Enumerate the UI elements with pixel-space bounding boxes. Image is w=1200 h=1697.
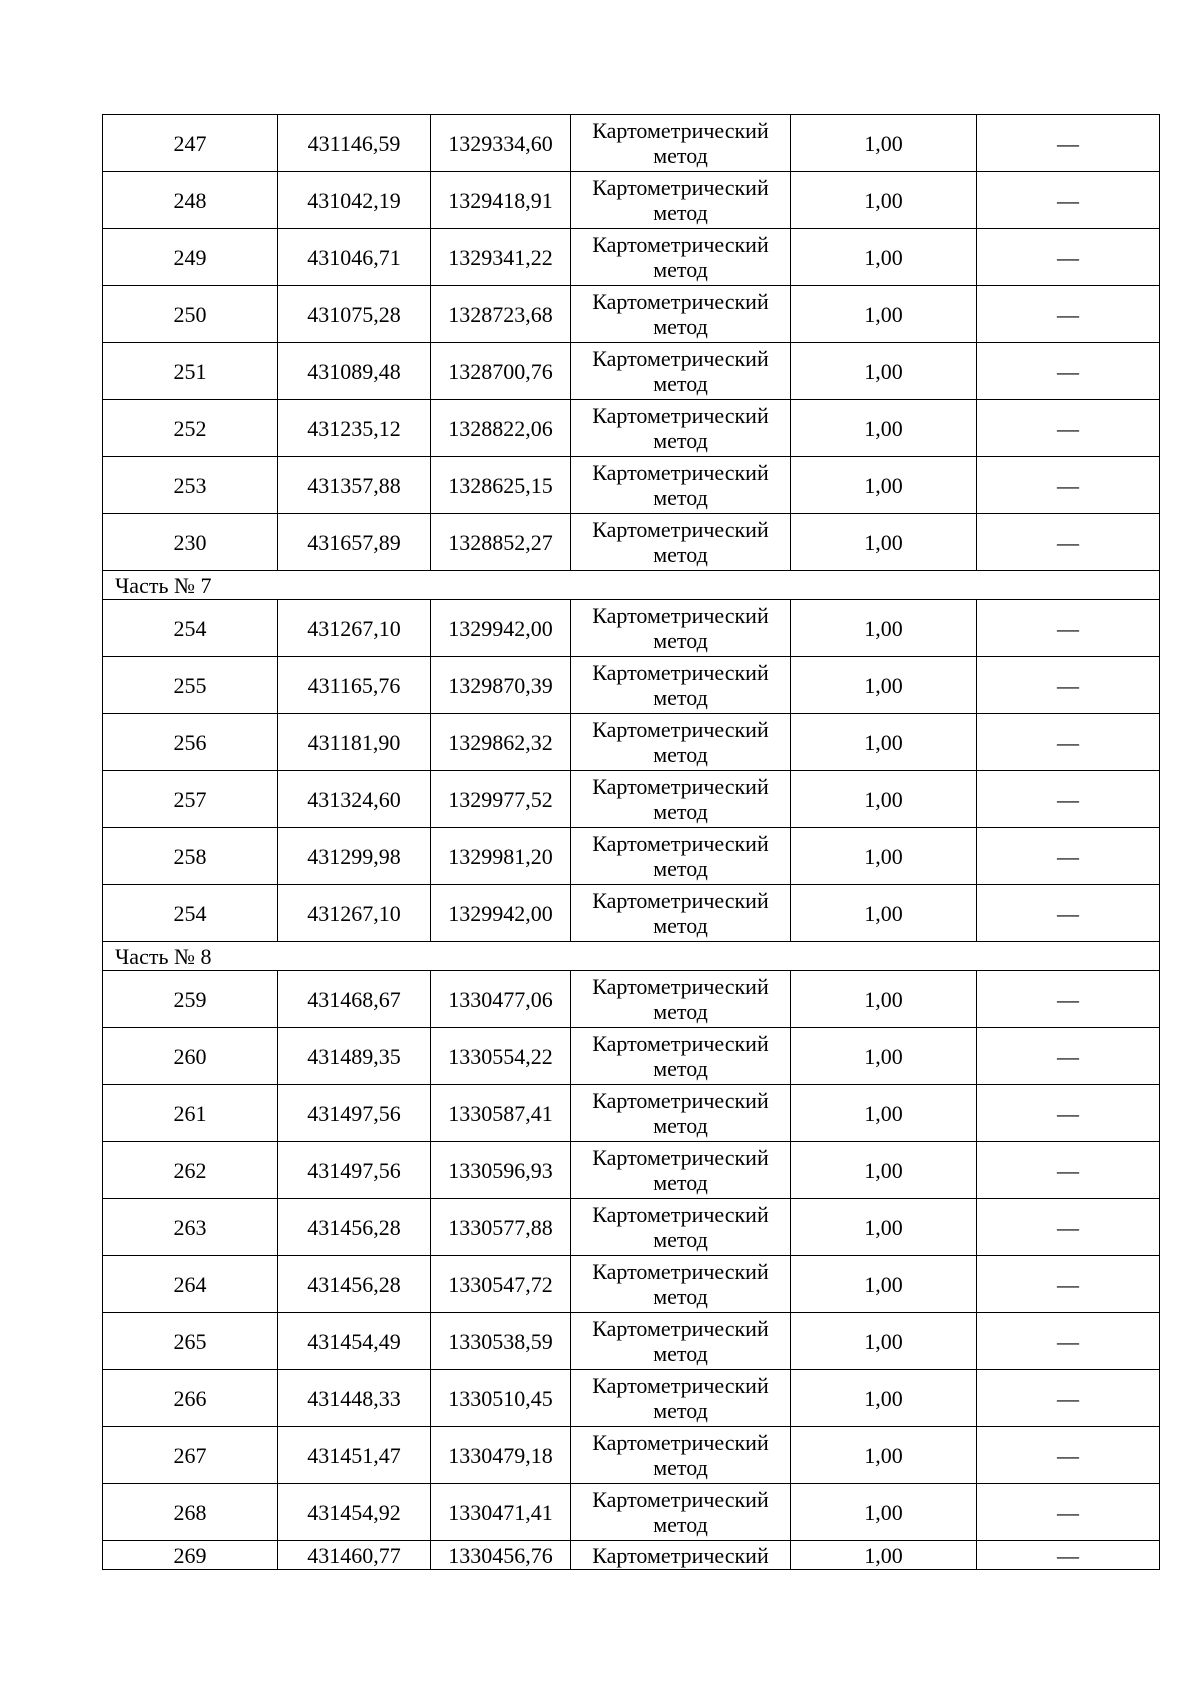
method-cell xyxy=(571,1370,791,1427)
accuracy-cell: 1,00 xyxy=(791,885,977,942)
method-line-2: метод xyxy=(653,1455,708,1480)
point-number-cell: 268 xyxy=(103,1484,278,1541)
method-line-1: Картометрический xyxy=(592,1542,769,1568)
point-number-cell: 252 xyxy=(103,400,278,457)
method-cell xyxy=(571,1427,791,1484)
coord-y-cell: 1330456,76 xyxy=(431,1541,571,1570)
method-line-1: Картометрический xyxy=(592,403,769,428)
coord-x-cell: 431046,71 xyxy=(278,229,431,286)
note-cell: — xyxy=(977,1256,1160,1313)
point-number-cell: 253 xyxy=(103,457,278,514)
coord-y-cell: 1329418,91 xyxy=(431,172,571,229)
point-number-cell: 267 xyxy=(103,1427,278,1484)
note-cell: — xyxy=(977,1028,1160,1085)
accuracy-cell: 1,00 xyxy=(791,714,977,771)
table-row xyxy=(103,115,1160,172)
table-row xyxy=(103,286,1160,343)
table-row xyxy=(103,1541,1160,1570)
point-number-cell: 255 xyxy=(103,657,278,714)
coord-y-cell: 1330477,06 xyxy=(431,971,571,1028)
note-cell: — xyxy=(977,600,1160,657)
method-line-1: Картометрический xyxy=(592,232,769,257)
table-row xyxy=(103,885,1160,942)
method-line-2: метод xyxy=(653,1284,708,1309)
coord-y-cell: 1330554,22 xyxy=(431,1028,571,1085)
coord-y-cell: 1329870,39 xyxy=(431,657,571,714)
coord-y-cell: 1328625,15 xyxy=(431,457,571,514)
coord-x-cell: 431181,90 xyxy=(278,714,431,771)
coord-x-cell: 431489,35 xyxy=(278,1028,431,1085)
point-number-cell: 258 xyxy=(103,828,278,885)
method-line-2: метод xyxy=(653,742,708,767)
note-cell: — xyxy=(977,1199,1160,1256)
accuracy-cell: 1,00 xyxy=(791,971,977,1028)
accuracy-cell: 1,00 xyxy=(791,1541,977,1570)
table-row xyxy=(103,1142,1160,1199)
coord-y-cell: 1330596,93 xyxy=(431,1142,571,1199)
table-row xyxy=(103,1370,1160,1427)
method-line-2: метод xyxy=(653,143,708,168)
coord-y-cell: 1328700,76 xyxy=(431,343,571,400)
note-cell: — xyxy=(977,343,1160,400)
method-line-1: Картометрический xyxy=(592,660,769,685)
coord-x-cell: 431456,28 xyxy=(278,1199,431,1256)
coord-x-cell: 431456,28 xyxy=(278,1256,431,1313)
coord-y-cell: 1330587,41 xyxy=(431,1085,571,1142)
method-line-1: Картометрический xyxy=(592,1202,769,1227)
table-row xyxy=(103,971,1160,1028)
table-row xyxy=(103,1313,1160,1370)
table-row xyxy=(103,771,1160,828)
method-cell xyxy=(571,971,791,1028)
method-cell xyxy=(571,657,791,714)
note-cell: — xyxy=(977,1142,1160,1199)
note-cell: — xyxy=(977,657,1160,714)
accuracy-cell: 1,00 xyxy=(791,1028,977,1085)
method-line-2: метод xyxy=(653,200,708,225)
coord-x-cell: 431267,10 xyxy=(278,600,431,657)
coord-x-cell: 431460,77 xyxy=(278,1541,431,1570)
coord-x-cell: 431497,56 xyxy=(278,1142,431,1199)
table-row xyxy=(103,457,1160,514)
method-cell xyxy=(571,1256,791,1313)
method-cell xyxy=(571,828,791,885)
coord-x-cell: 431075,28 xyxy=(278,286,431,343)
note-cell: — xyxy=(977,1541,1160,1570)
table-row xyxy=(103,1085,1160,1142)
accuracy-cell: 1,00 xyxy=(791,1484,977,1541)
method-cell xyxy=(571,229,791,286)
table-row xyxy=(103,600,1160,657)
coord-x-cell: 431468,67 xyxy=(278,971,431,1028)
method-cell xyxy=(571,343,791,400)
table-row xyxy=(103,1427,1160,1484)
method-line-2: метод xyxy=(653,314,708,339)
note-cell: — xyxy=(977,828,1160,885)
method-line-2: метод xyxy=(653,685,708,710)
point-number-cell: 265 xyxy=(103,1313,278,1370)
method-line-1: Картометрический xyxy=(592,1430,769,1455)
method-line-2: метод xyxy=(653,485,708,510)
coord-x-cell: 431448,33 xyxy=(278,1370,431,1427)
table-row xyxy=(103,828,1160,885)
coord-y-cell: 1328822,06 xyxy=(431,400,571,457)
point-number-cell: 269 xyxy=(103,1541,278,1570)
method-cell xyxy=(571,1142,791,1199)
coord-x-cell: 431657,89 xyxy=(278,514,431,571)
accuracy-cell: 1,00 xyxy=(791,400,977,457)
accuracy-cell: 1,00 xyxy=(791,1313,977,1370)
note-cell: — xyxy=(977,286,1160,343)
accuracy-cell: 1,00 xyxy=(791,1085,977,1142)
coord-x-cell: 431089,48 xyxy=(278,343,431,400)
method-cell xyxy=(571,115,791,172)
accuracy-cell: 1,00 xyxy=(791,172,977,229)
table-row xyxy=(103,1256,1160,1313)
method-cell xyxy=(571,771,791,828)
method-line-1: Картометрический xyxy=(592,460,769,485)
point-number-cell: 247 xyxy=(103,115,278,172)
method-line-2: метод xyxy=(653,856,708,881)
method-line-1: Картометрический xyxy=(592,1145,769,1170)
point-number-cell: 254 xyxy=(103,600,278,657)
method-cell xyxy=(571,714,791,771)
method-line-2: метод xyxy=(653,913,708,938)
point-number-cell: 250 xyxy=(103,286,278,343)
note-cell: — xyxy=(977,1313,1160,1370)
coord-y-cell: 1329942,00 xyxy=(431,885,571,942)
coord-y-cell: 1330479,18 xyxy=(431,1427,571,1484)
point-number-cell: 251 xyxy=(103,343,278,400)
method-line-1: Картометрический xyxy=(592,517,769,542)
method-line-1: Картометрический xyxy=(592,1031,769,1056)
point-number-cell: 259 xyxy=(103,971,278,1028)
coord-y-cell: 1330538,59 xyxy=(431,1313,571,1370)
note-cell: — xyxy=(977,514,1160,571)
point-number-cell: 264 xyxy=(103,1256,278,1313)
method-cell xyxy=(571,457,791,514)
coord-y-cell: 1329334,60 xyxy=(431,115,571,172)
table-row xyxy=(103,400,1160,457)
coord-y-cell: 1329981,20 xyxy=(431,828,571,885)
coord-y-cell: 1328723,68 xyxy=(431,286,571,343)
method-line-2: метод xyxy=(653,628,708,653)
point-number-cell: 257 xyxy=(103,771,278,828)
method-cell xyxy=(571,286,791,343)
method-line-2: метод xyxy=(653,257,708,282)
note-cell: — xyxy=(977,714,1160,771)
method-line-2: метод xyxy=(653,371,708,396)
method-line-1: Картометрический xyxy=(592,717,769,742)
method-line-2: метод xyxy=(653,1170,708,1195)
method-cell xyxy=(571,400,791,457)
method-line-2: метод xyxy=(653,1512,708,1537)
note-cell: — xyxy=(977,885,1160,942)
coord-x-cell: 431146,59 xyxy=(278,115,431,172)
accuracy-cell: 1,00 xyxy=(791,1199,977,1256)
accuracy-cell: 1,00 xyxy=(791,828,977,885)
coord-y-cell: 1330510,45 xyxy=(431,1370,571,1427)
coord-x-cell: 431357,88 xyxy=(278,457,431,514)
accuracy-cell: 1,00 xyxy=(791,771,977,828)
method-line-2: метод xyxy=(653,1056,708,1081)
note-cell: — xyxy=(977,400,1160,457)
accuracy-cell: 1,00 xyxy=(791,343,977,400)
method-line-1: Картометрический xyxy=(592,1316,769,1341)
accuracy-cell: 1,00 xyxy=(791,1142,977,1199)
method-line-1: Картометрический xyxy=(592,346,769,371)
section-label: Часть № 8 xyxy=(103,942,1160,971)
table-row xyxy=(103,714,1160,771)
point-number-cell: 254 xyxy=(103,885,278,942)
point-number-cell: 263 xyxy=(103,1199,278,1256)
coord-y-cell: 1329862,32 xyxy=(431,714,571,771)
coord-y-cell: 1329341,22 xyxy=(431,229,571,286)
method-line-1: Картометрический xyxy=(592,603,769,628)
method-line-1: Картометрический xyxy=(592,774,769,799)
method-line-1: Картометрический xyxy=(592,1487,769,1512)
point-number-cell: 261 xyxy=(103,1085,278,1142)
method-line-1: Картометрический xyxy=(592,1259,769,1284)
point-number-cell: 230 xyxy=(103,514,278,571)
method-line-2: метод xyxy=(653,1341,708,1366)
coord-y-cell: 1330547,72 xyxy=(431,1256,571,1313)
note-cell: — xyxy=(977,1370,1160,1427)
table-row xyxy=(103,514,1160,571)
table-row xyxy=(103,343,1160,400)
note-cell: — xyxy=(977,172,1160,229)
table-row xyxy=(103,1028,1160,1085)
method-cell xyxy=(571,1028,791,1085)
method-cell xyxy=(571,1541,791,1570)
coord-y-cell: 1329977,52 xyxy=(431,771,571,828)
table-row xyxy=(103,1484,1160,1541)
note-cell: — xyxy=(977,1085,1160,1142)
accuracy-cell: 1,00 xyxy=(791,457,977,514)
coordinates-table xyxy=(102,114,1160,1570)
method-cell xyxy=(571,600,791,657)
accuracy-cell: 1,00 xyxy=(791,657,977,714)
coord-x-cell: 431497,56 xyxy=(278,1085,431,1142)
coord-y-cell: 1330471,41 xyxy=(431,1484,571,1541)
coord-x-cell: 431454,49 xyxy=(278,1313,431,1370)
method-line-1: Картометрический xyxy=(592,1088,769,1113)
coord-x-cell: 431454,92 xyxy=(278,1484,431,1541)
accuracy-cell: 1,00 xyxy=(791,600,977,657)
method-cell xyxy=(571,885,791,942)
accuracy-cell: 1,00 xyxy=(791,115,977,172)
method-line-2: метод xyxy=(653,1113,708,1138)
table-row xyxy=(103,657,1160,714)
method-line-1: Картометрический xyxy=(592,831,769,856)
method-line-2: метод xyxy=(653,999,708,1024)
method-line-1: Картометрический xyxy=(592,974,769,999)
coord-x-cell: 431451,47 xyxy=(278,1427,431,1484)
coord-x-cell: 431267,10 xyxy=(278,885,431,942)
accuracy-cell: 1,00 xyxy=(791,229,977,286)
point-number-cell: 266 xyxy=(103,1370,278,1427)
point-number-cell: 260 xyxy=(103,1028,278,1085)
method-cell xyxy=(571,1484,791,1541)
method-cell xyxy=(571,172,791,229)
accuracy-cell: 1,00 xyxy=(791,1370,977,1427)
section-header-row xyxy=(103,571,1160,600)
coord-x-cell: 431235,12 xyxy=(278,400,431,457)
table-row xyxy=(103,1199,1160,1256)
coord-x-cell: 431042,19 xyxy=(278,172,431,229)
point-number-cell: 262 xyxy=(103,1142,278,1199)
method-line-1: Картометрический xyxy=(592,118,769,143)
coord-y-cell: 1330577,88 xyxy=(431,1199,571,1256)
method-line-2: метод xyxy=(653,1227,708,1252)
note-cell: — xyxy=(977,771,1160,828)
method-line-2: метод xyxy=(653,542,708,567)
coord-y-cell: 1329942,00 xyxy=(431,600,571,657)
coord-y-cell: 1328852,27 xyxy=(431,514,571,571)
note-cell: — xyxy=(977,1484,1160,1541)
coord-x-cell: 431165,76 xyxy=(278,657,431,714)
point-number-cell: 249 xyxy=(103,229,278,286)
table-row xyxy=(103,229,1160,286)
section-header-row xyxy=(103,942,1160,971)
method-cell xyxy=(571,1199,791,1256)
method-line-2: метод xyxy=(653,1398,708,1423)
method-line-1: Картометрический xyxy=(592,289,769,314)
point-number-cell: 248 xyxy=(103,172,278,229)
method-line-1: Картометрический xyxy=(592,888,769,913)
method-cell xyxy=(571,1085,791,1142)
accuracy-cell: 1,00 xyxy=(791,1427,977,1484)
method-cell xyxy=(571,514,791,571)
method-cell xyxy=(571,1313,791,1370)
accuracy-cell: 1,00 xyxy=(791,286,977,343)
note-cell: — xyxy=(977,457,1160,514)
accuracy-cell: 1,00 xyxy=(791,1256,977,1313)
coord-x-cell: 431299,98 xyxy=(278,828,431,885)
method-line-1: Картометрический xyxy=(592,175,769,200)
note-cell: — xyxy=(977,1427,1160,1484)
method-line-1: Картометрический xyxy=(592,1373,769,1398)
note-cell: — xyxy=(977,115,1160,172)
point-number-cell: 256 xyxy=(103,714,278,771)
accuracy-cell: 1,00 xyxy=(791,514,977,571)
note-cell: — xyxy=(977,971,1160,1028)
table-body xyxy=(103,115,1160,1570)
coord-x-cell: 431324,60 xyxy=(278,771,431,828)
note-cell: — xyxy=(977,229,1160,286)
method-line-2: метод xyxy=(653,428,708,453)
section-label: Часть № 7 xyxy=(103,571,1160,600)
table-row xyxy=(103,172,1160,229)
method-line-2: метод xyxy=(653,799,708,824)
